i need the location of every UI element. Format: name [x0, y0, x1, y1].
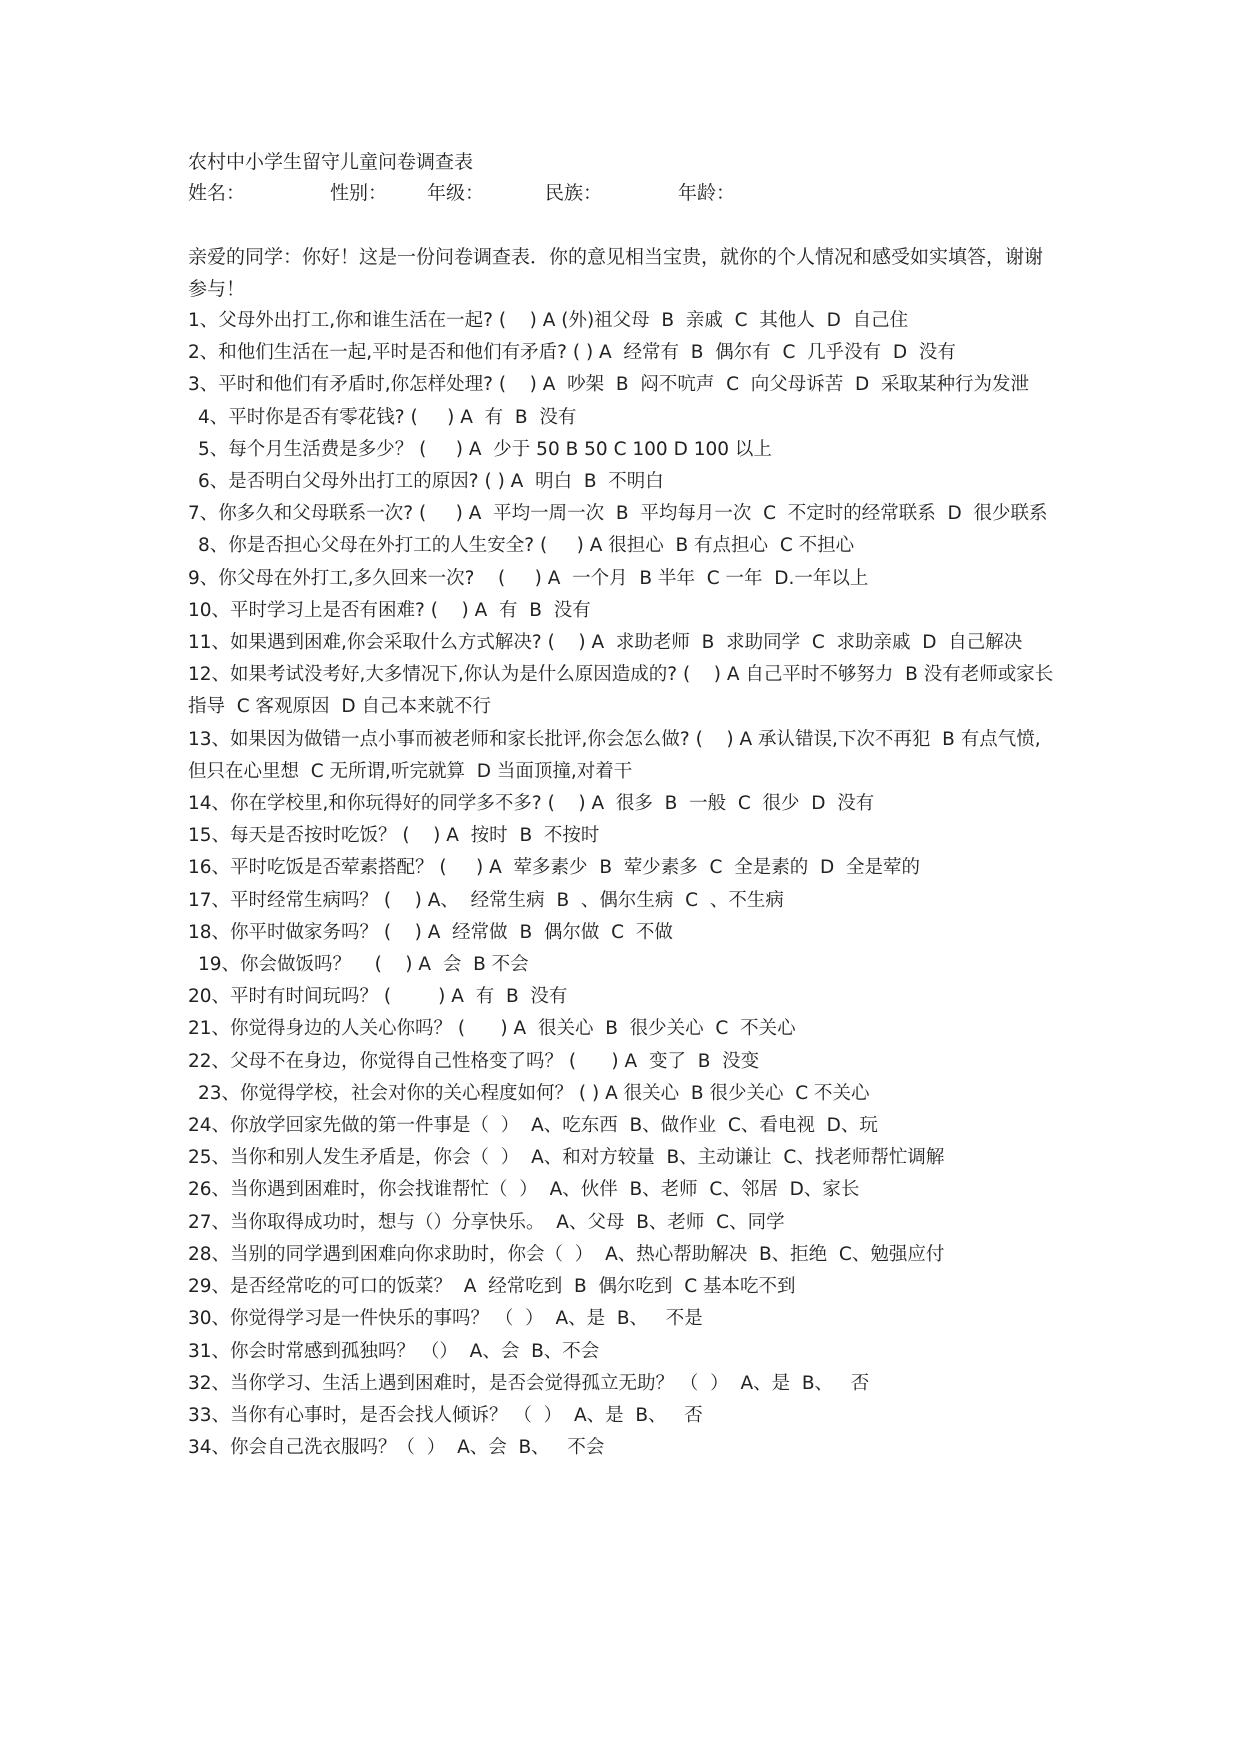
question-item: 23、你觉得学校，社会对你的关心程度如何？ ( ) A 很关心 B 很少关心 C 不关心: [198, 1082, 870, 1104]
question-item: 4、平时你是否有零花钱? ( ) A 有 B 没有: [198, 406, 577, 428]
question-item: 10、平时学习上是否有困难? ( ) A 有 B 没有: [188, 599, 591, 621]
question-item: 30、你觉得学习是一件快乐的事吗？ （ ） A、是 B、 不是: [188, 1308, 703, 1330]
question-list: [188, 305, 1068, 1464]
question-item: 7、你多久和父母联系一次? ( ) A 平均一周一次 B 平均每月一次 C 不定时的经常联系 D 很少联系: [188, 503, 1048, 525]
question-item: 21、你觉得身边的人关心你吗？ ( ) A 很关心 B 很少关心 C 不关心: [188, 1018, 796, 1040]
questionnaire-page: [188, 148, 1068, 1464]
question-item: 9、你父母在外打工,多久回来一次? ( ) A 一个月 B 半年 C 一年 D.一年以上: [188, 567, 869, 589]
question-item: 34、你会自己洗衣服吗？（ ） A、会 B、 不会: [188, 1437, 605, 1459]
question-item: 22、父母不在身边，你觉得自己性格变了吗？ ( ) A 变了 B 没变: [188, 1050, 760, 1072]
question-item: 8、你是否担心父母在外打工的人生安全? ( ) A 很担心 B 有点担心 C 不担心: [198, 535, 855, 557]
field-grade-label: 年级：: [427, 182, 485, 204]
intro-paragraph: 亲爱的同学：你好！这是一份问卷调查表．你的意见相当宝贵，就你的个人情况和感受如实填答，谢谢参与！: [188, 246, 1044, 300]
field-name-label: 姓名：: [188, 182, 246, 204]
info-fields: [188, 179, 1068, 207]
question-item: 27、当你取得成功时，想与（）分享快乐。 A、父母 B、老师 C、同学: [188, 1211, 785, 1233]
question-item: 13、如果因为做错一点小事而被老师和家长批评,你会怎么做? ( ) A 承认错误,下次不再犯 B 有点气愤,但只在心里想 C 无所谓,听完就算 D 当面顶撞,对着干: [188, 728, 1041, 782]
question-item: 25、当你和别人发生矛盾是，你会（ ） A、和对方较量 B、主动谦让 C、找老师帮忙调解: [188, 1147, 945, 1169]
question-item: 20、平时有时间玩吗？ ( ) A 有 B 没有: [188, 986, 568, 1008]
question-item: 24、你放学回家先做的第一件事是（ ） A、吃东西 B、做作业 C、看电视 D、玩: [188, 1115, 878, 1137]
question-item: 5、每个月生活费是多少？ ( ) A 少于 50 B 50 C 100 D 100 以上: [198, 438, 772, 460]
question-item: 3、平时和他们有矛盾时,你怎样处理? ( ) A 吵架 B 闷不吭声 C 向父母诉苦 D 采取某种行为发泄: [188, 374, 1030, 396]
question-item: 17、平时经常生病吗？ ( ) A、 经常生病 B 、偶尔生病 C 、不生病: [188, 889, 784, 911]
question-item: 12、如果考试没考好,大多情况下,你认为是什么原因造成的? ( ) A 自己平时不够努力 B 没有老师或家长指导 C 客观原因 D 自己本来就不行: [188, 664, 1054, 718]
question-item: 11、如果遇到困难,你会采取什么方式解决? ( ) A 求助老师 B 求助同学 C 求助亲戚 D 自己解决: [188, 632, 1023, 654]
field-gender-label: 性别：: [330, 182, 388, 204]
question-item: 18、你平时做家务吗？ ( ) A 经常做 B 偶尔做 C 不做: [188, 921, 673, 943]
question-item: 33、当你有心事时，是否会找人倾诉？ （ ） A、是 B、 否: [188, 1404, 703, 1426]
field-age-label: 年龄：: [678, 182, 736, 204]
question-item: 15、每天是否按时吃饭？ ( ) A 按时 B 不按时: [188, 825, 600, 847]
question-item: 1、父母外出打工,你和谁生活在一起? ( ) A (外)祖父母 B 亲戚 C 其他人 D 自己住: [188, 310, 909, 331]
question-item: 14、你在学校里,和你玩得好的同学多不多? ( ) A 很多 B 一般 C 很少 D 没有: [188, 793, 875, 815]
question-item: 26、当你遇到困难时，你会找谁帮忙（ ） A、伙伴 B、老师 C、邻居 D、家长: [188, 1179, 860, 1201]
question-item: 19、你会做饭吗？ ( ) A 会 B 不会: [198, 954, 529, 976]
question-item: 29、是否经常吃的可口的饭菜？ A 经常吃到 B 偶尔吃到 C 基本吃不到: [188, 1276, 796, 1298]
field-ethnicity-label: 民族：: [545, 182, 603, 204]
question-item: 6、是否明白父母外出打工的原因? ( ) A 明白 B 不明白: [198, 471, 664, 493]
document-title: 农村中小学生留守儿童问卷调查表: [188, 151, 474, 173]
question-item: 2、和他们生活在一起,平时是否和他们有矛盾? ( ) A 经常有 B 偶尔有 C 几乎没有 D 没有: [188, 342, 956, 364]
question-item: 28、当别的同学遇到困难向你求助时，你会（ ） A、热心帮助解决 B、拒绝 C、勉强应付: [188, 1243, 945, 1265]
question-item: 31、你会时常感到孤独吗？ （） A、会 B、不会: [188, 1340, 600, 1362]
question-item: 32、当你学习、生活上遇到困难时，是否会觉得孤立无助？ （ ） A、是 B、 否: [188, 1372, 870, 1394]
question-item: 16、平时吃饭是否荤素搭配？ ( ) A 荤多素少 B 荤少素多 C 全是素的 D 全是荤的: [188, 857, 920, 879]
